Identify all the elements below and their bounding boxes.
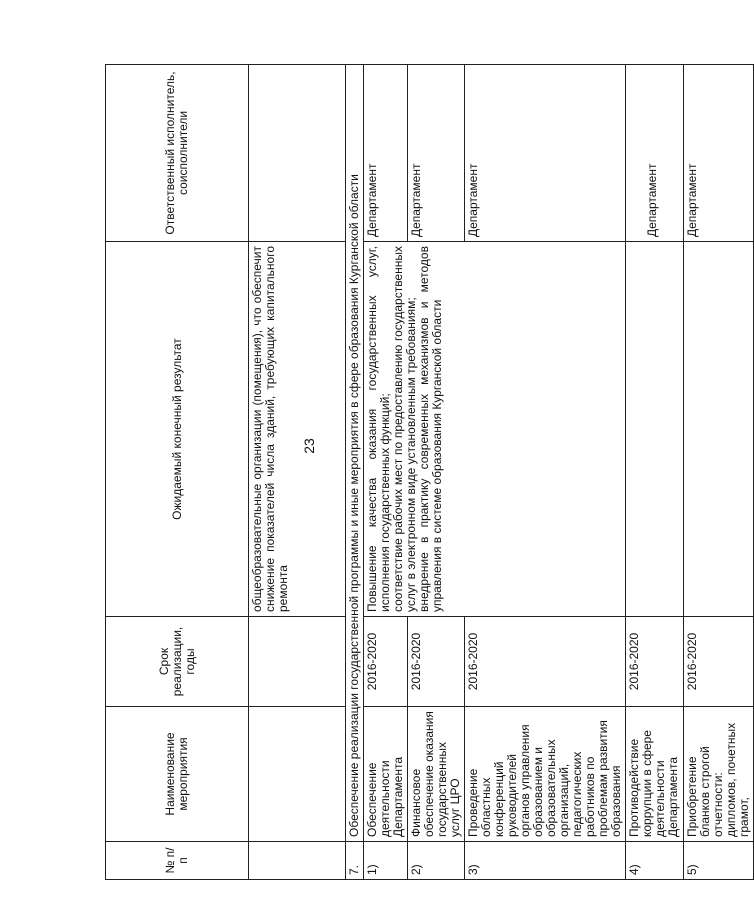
row-term: 2016-2020 [465, 617, 626, 707]
table-row [684, 65, 754, 880]
rotated-table-container [105, 65, 751, 880]
row-num: 1) [364, 842, 408, 880]
row-num: 5) [684, 842, 754, 880]
row-term: 2016-2020 [364, 617, 408, 707]
continuation-result-cell: общеобразовательные организации (помещения), что обеспечит снижение показателей числа зданий, требующих капитального ремонта [249, 242, 346, 617]
row-name: Противодействие коррупции в сфере деятельности Департамента [626, 707, 684, 842]
row-resp: Департамент [684, 65, 754, 242]
continuation-num-cell [249, 842, 346, 880]
program-table [105, 64, 754, 880]
result-part-3: внедрение в практику современных механизмов и методов управления в системе образования Курганской области [417, 246, 444, 612]
row-resp [626, 65, 684, 242]
row-num: 2) [408, 842, 465, 880]
row-term: 2016-2020 [684, 617, 754, 707]
row-num: 3) [465, 842, 626, 880]
section-title: Обеспечение реализации государственной программы и иные мероприятия в сфере образования Курганской области [346, 65, 364, 842]
row-term: 2016-2020 [408, 617, 465, 707]
row-result-merged [364, 242, 626, 617]
continuation-row [249, 65, 346, 880]
row-name: Финансовое обеспечение оказания государственных услуг ЦРО [408, 707, 465, 842]
row-resp-text: Департамент [645, 163, 659, 237]
row-term: 2016-2020 [626, 617, 684, 707]
result-part-1: Повышение качества оказания государственных услуг, исполнения государственных функций; [365, 246, 392, 612]
row-name: Обеспечение деятельности Департамента [364, 707, 408, 842]
row-num: 4) [626, 842, 684, 880]
header-term: Срок реализации, годы [106, 617, 249, 707]
continuation-term-cell [249, 617, 346, 707]
row-resp: Департамент [408, 65, 465, 242]
row-resp: Департамент [465, 65, 626, 242]
table-header-row [106, 65, 249, 880]
header-resp: Ответственный исполнитель, соисполнители [106, 65, 249, 242]
continuation-resp-cell [249, 65, 346, 242]
header-name: Наименование мероприятия [106, 707, 249, 842]
result-part-2: соответствие рабочих мест по предоставлению государственных услуг в электронном виде установленным требованиям; [391, 246, 418, 612]
section-row [346, 65, 364, 880]
row-name: Проведение областных конференций руководителей органов управления образованием и образовательных организаций, педагогических работников по проблемам развития образования [465, 707, 626, 842]
continuation-name-cell [249, 707, 346, 842]
row-resp: Департамент [364, 65, 408, 242]
header-num: № п/п [106, 842, 249, 880]
page-number: 23 [301, 438, 317, 454]
section-num: 7. [346, 842, 364, 880]
row-result [684, 242, 754, 617]
header-result: Ожидаемый конечный результат [106, 242, 249, 617]
row-result [626, 242, 684, 617]
row-name: Приобретение бланков строгой отчетности: дипломов, почетных грамот, [684, 707, 754, 842]
table-row [626, 65, 684, 880]
table-row [364, 65, 408, 880]
